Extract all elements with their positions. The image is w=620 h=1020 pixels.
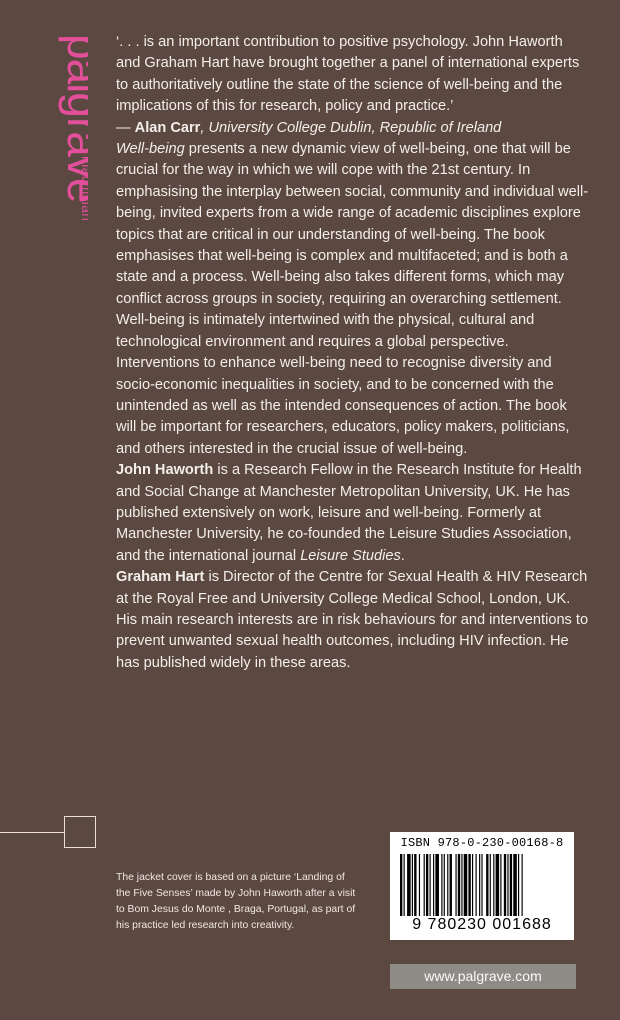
barcode-bar bbox=[455, 854, 456, 916]
barcode-bar bbox=[458, 854, 460, 916]
book-title: Well-being bbox=[116, 141, 185, 158]
isbn-digits: 9 780230 001688 bbox=[412, 916, 552, 933]
barcode-bar bbox=[513, 854, 517, 916]
barcode-bar bbox=[518, 854, 519, 916]
barcode-bar bbox=[490, 854, 491, 916]
barcode-bar bbox=[464, 854, 468, 916]
barcode-bar bbox=[468, 854, 470, 916]
isbn-label: ISBN 978-0-230-00168-8 bbox=[400, 836, 564, 850]
barcode-bar bbox=[430, 854, 431, 916]
book-description bbox=[116, 139, 590, 460]
barcode-bar bbox=[426, 854, 428, 916]
barcode-bar bbox=[407, 854, 411, 916]
quote-author: Alan Carr bbox=[134, 119, 201, 136]
barcode-bar bbox=[507, 854, 508, 916]
bio-text-haworth: is a Research Fellow in the Research Institute for Health and Social Change at Manchester Metropolitan University, UK. He has published extensively on work, leisure and well-being. Formerly at Manchester University, he co-founded the Leisure Studies Association, and the international journal bbox=[116, 462, 582, 564]
barcode-bar bbox=[433, 854, 434, 916]
barcode-bar bbox=[444, 854, 445, 916]
barcode-bar bbox=[479, 854, 480, 916]
barcode-bar bbox=[500, 854, 501, 916]
barcode-bar bbox=[435, 854, 439, 916]
barcode-bar bbox=[424, 854, 425, 916]
logo-wordmark: palgrave bbox=[58, 34, 88, 203]
publisher-logo bbox=[18, 28, 88, 288]
barcode-bar bbox=[476, 854, 477, 916]
description-text: presents a new dynamic view of well-being, one that will be crucial for the way in which we will cope with the 21st century. In emphasising the interplay between social, community and individual well-being, invited experts from a wide range of academic disciplines explore topics that are critical in our understanding of well-being. The book emphasises that well-being is complex and multifaceted; and is both a state and a process. Well-being also takes different forms, which may conflict across groups in society, requiring an overarching settlement. Well-being is intimately intertwined with the physical, cultural and technological environment and requires a global perspective. Interventions to enhance well-being need to recognise diversity and socio-economic inequalities in society, and to be concerned with the unintended as well as the intended consequences of action. The book will be important for researchers, educators, policy makers, politicians, and others interested in the crucial issue of well-being. bbox=[116, 141, 589, 457]
barcode-bar bbox=[496, 854, 500, 916]
logo-subtitle: macmillan bbox=[79, 156, 88, 222]
barcode-bar bbox=[504, 854, 506, 916]
author-name-haworth: John Haworth bbox=[116, 462, 214, 479]
barcode-bar bbox=[481, 854, 482, 916]
quote-affiliation: , University College Dublin, Republic of Ireland bbox=[200, 119, 502, 136]
barcode-bar bbox=[450, 854, 452, 916]
bio-end-haworth: . bbox=[400, 547, 405, 564]
publisher-url[interactable]: www.palgrave.com bbox=[390, 964, 576, 989]
barcode-bar bbox=[400, 854, 402, 916]
quote-dash: — bbox=[116, 119, 135, 136]
journal-title: Leisure Studies bbox=[300, 547, 401, 564]
barcode-bar bbox=[404, 854, 405, 916]
author-bio-hart bbox=[116, 567, 590, 674]
author-bio-haworth bbox=[116, 460, 590, 567]
decorative-square bbox=[64, 816, 96, 848]
barcode-bar bbox=[486, 854, 488, 916]
back-cover-text bbox=[116, 32, 590, 674]
author-name-hart: Graham Hart bbox=[116, 569, 205, 586]
barcode-bar bbox=[461, 854, 462, 916]
endorsement-quote bbox=[116, 32, 590, 139]
isbn-barcode bbox=[390, 832, 574, 940]
barcode-bar bbox=[493, 854, 494, 916]
decorative-line bbox=[0, 832, 64, 833]
quote-text: ‘. . . is an important contribution to positive psychology. John Haworth and Graham Hart have brought together a panel of international experts to authoritatively outline the state of the science of well-being and the implications of this for research, policy and practice.’ bbox=[116, 34, 580, 115]
barcode-bar bbox=[412, 854, 413, 916]
bio-text-hart: is Director of the Centre for Sexual Health & HIV Research at the Royal Free and University College Medical School, London, UK. His main research interests are in risk behaviours for and interventions to prevent unwanted sexual health outcomes, including HIV infection. He has published widely in these areas. bbox=[116, 569, 589, 671]
barcode-bar bbox=[414, 854, 416, 916]
barcode-bar bbox=[447, 854, 448, 916]
barcode-icon bbox=[400, 854, 564, 916]
cover-credit: The jacket cover is based on a picture ‘Landing of the Five Senses’ made by John Haworth after a visit to Bom Jesus do Monte , Braga, Portugal, as part of his practice led research into creativity. bbox=[116, 872, 356, 931]
barcode-bar bbox=[419, 854, 420, 916]
barcode-bar bbox=[441, 854, 442, 916]
barcode-bar bbox=[510, 854, 512, 916]
barcode-bar bbox=[472, 854, 473, 916]
barcode-bar bbox=[522, 854, 523, 916]
